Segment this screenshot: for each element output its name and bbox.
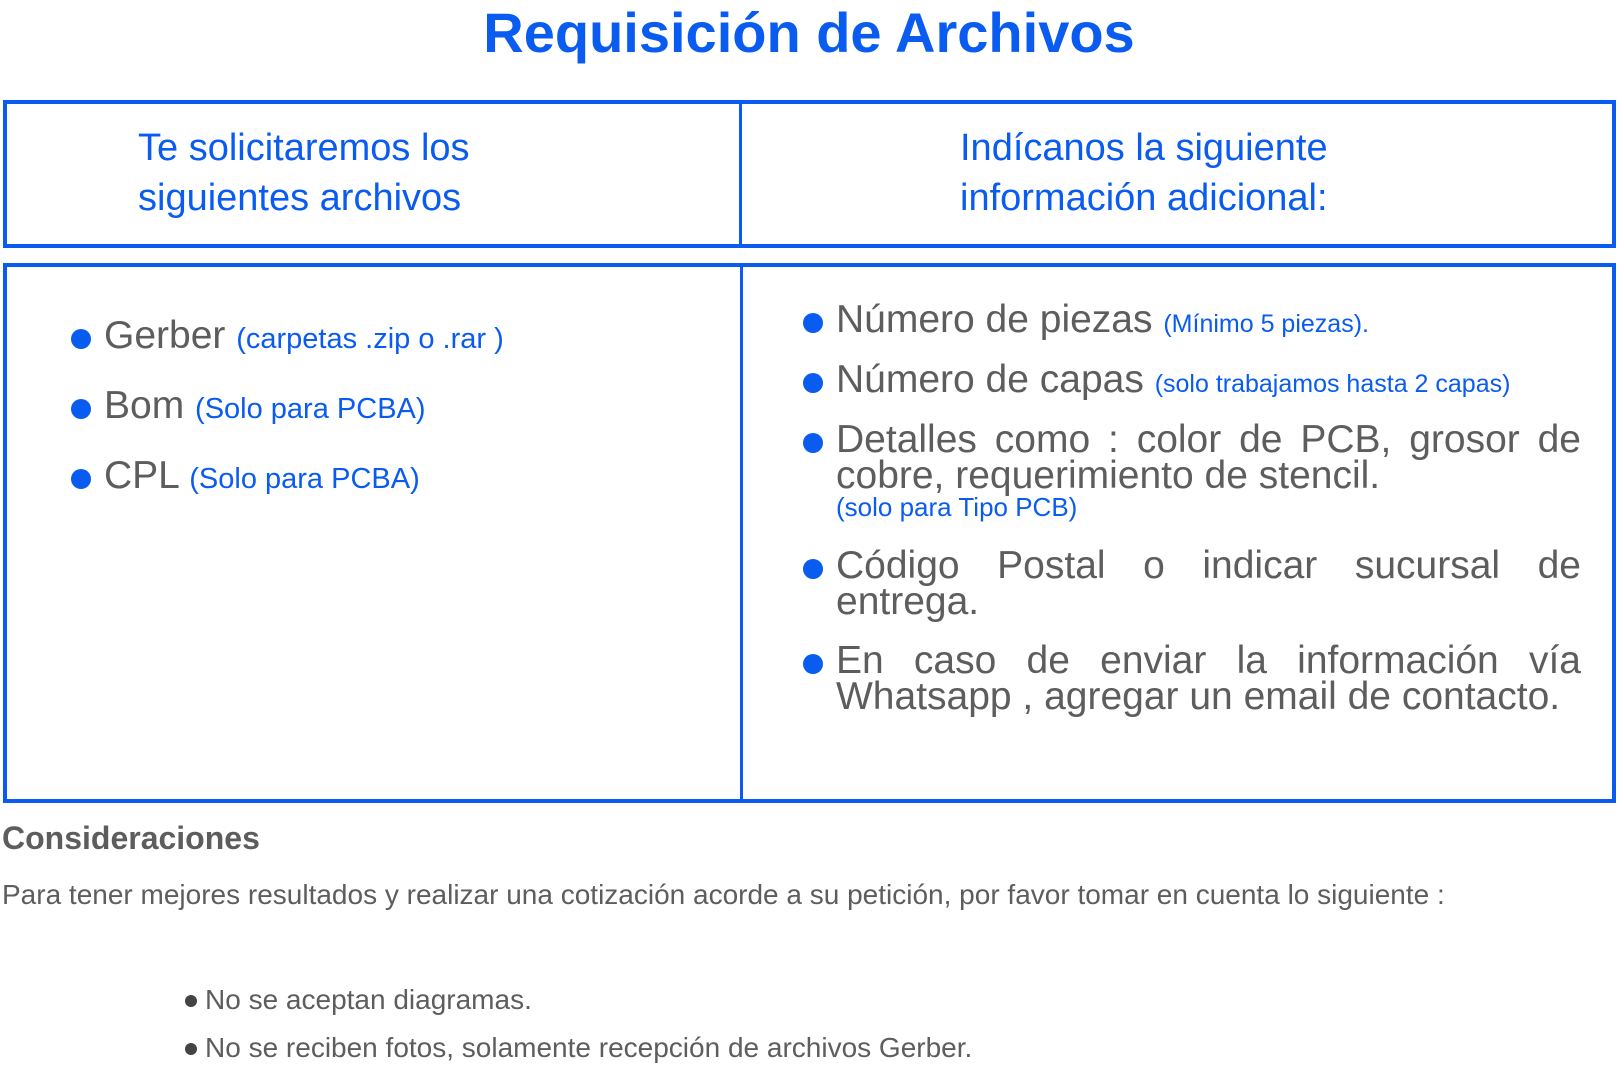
considerations-item-text: No se aceptan diagramas. (205, 984, 532, 1015)
considerations-item (205, 983, 532, 1017)
bullet-icon (71, 329, 91, 349)
header-left-line2: siguientes archivos (138, 177, 462, 219)
bullet-icon (803, 313, 823, 333)
header-divider (739, 100, 742, 248)
bullet-icon (71, 399, 91, 419)
considerations-item (205, 1031, 972, 1065)
files-item-bom (104, 384, 426, 427)
info-item-text: Número de piezas (836, 298, 1153, 341)
files-item-note: (Solo para PCBA) (189, 463, 420, 495)
bullet-icon (803, 559, 823, 579)
files-item-note: (Solo para PCBA) (195, 393, 426, 425)
info-item-note: (solo trabajamos hasta 2 capas) (1154, 370, 1511, 398)
info-item-whatsapp (836, 639, 1581, 718)
info-item-capas (836, 358, 1596, 402)
info-item-text: Código Postal o indicar sucursal de entrega. (836, 544, 1581, 623)
bullet-icon (803, 433, 823, 453)
considerations-text: Para tener mejores resultados y realizar una cotización acorde a su petición, por favor tomar en cuenta lo siguiente : (2, 879, 1445, 910)
header-right-line1: Indícanos la siguiente (960, 127, 1328, 169)
content-divider (740, 263, 743, 803)
considerations-title: Consideraciones (2, 820, 260, 856)
files-item-label: Bom (104, 384, 185, 427)
header-left (138, 123, 698, 223)
bullet-icon (185, 995, 197, 1007)
bullet-icon (185, 1043, 197, 1055)
bullet-icon (71, 469, 91, 489)
files-item-note: (carpetas .zip o .rar ) (236, 323, 504, 355)
bullet-icon (803, 654, 823, 674)
info-item-piezas (836, 298, 1581, 342)
info-item-text: En caso de enviar la información vía Whatsapp , agregar un email de contacto. (836, 639, 1581, 718)
header-right-line2: información adicional: (960, 177, 1328, 219)
info-item-note: (Mínimo 5 piezas). (1163, 310, 1369, 338)
files-item-cpl (104, 454, 420, 497)
page-title: Requisición de Archivos (483, 1, 1135, 64)
info-item-detalles (836, 418, 1581, 522)
files-item-label: CPL (104, 454, 179, 497)
info-item-text: Número de capas (836, 358, 1144, 401)
header-right (960, 123, 1580, 223)
files-item-label: Gerber (104, 314, 226, 357)
info-item-sub: (solo para Tipo PCB) (836, 492, 1078, 522)
info-item-text: Detalles como : color de PCB, grosor de cobre, requerimiento de stencil. (836, 418, 1581, 497)
considerations-item-text: No se reciben fotos, solamente recepción de archivos Gerber. (205, 1032, 973, 1063)
header-left-line1: Te solicitaremos los (138, 127, 470, 169)
bullet-icon (803, 373, 823, 393)
info-item-codigo (836, 544, 1581, 623)
files-item-gerber (104, 314, 504, 357)
